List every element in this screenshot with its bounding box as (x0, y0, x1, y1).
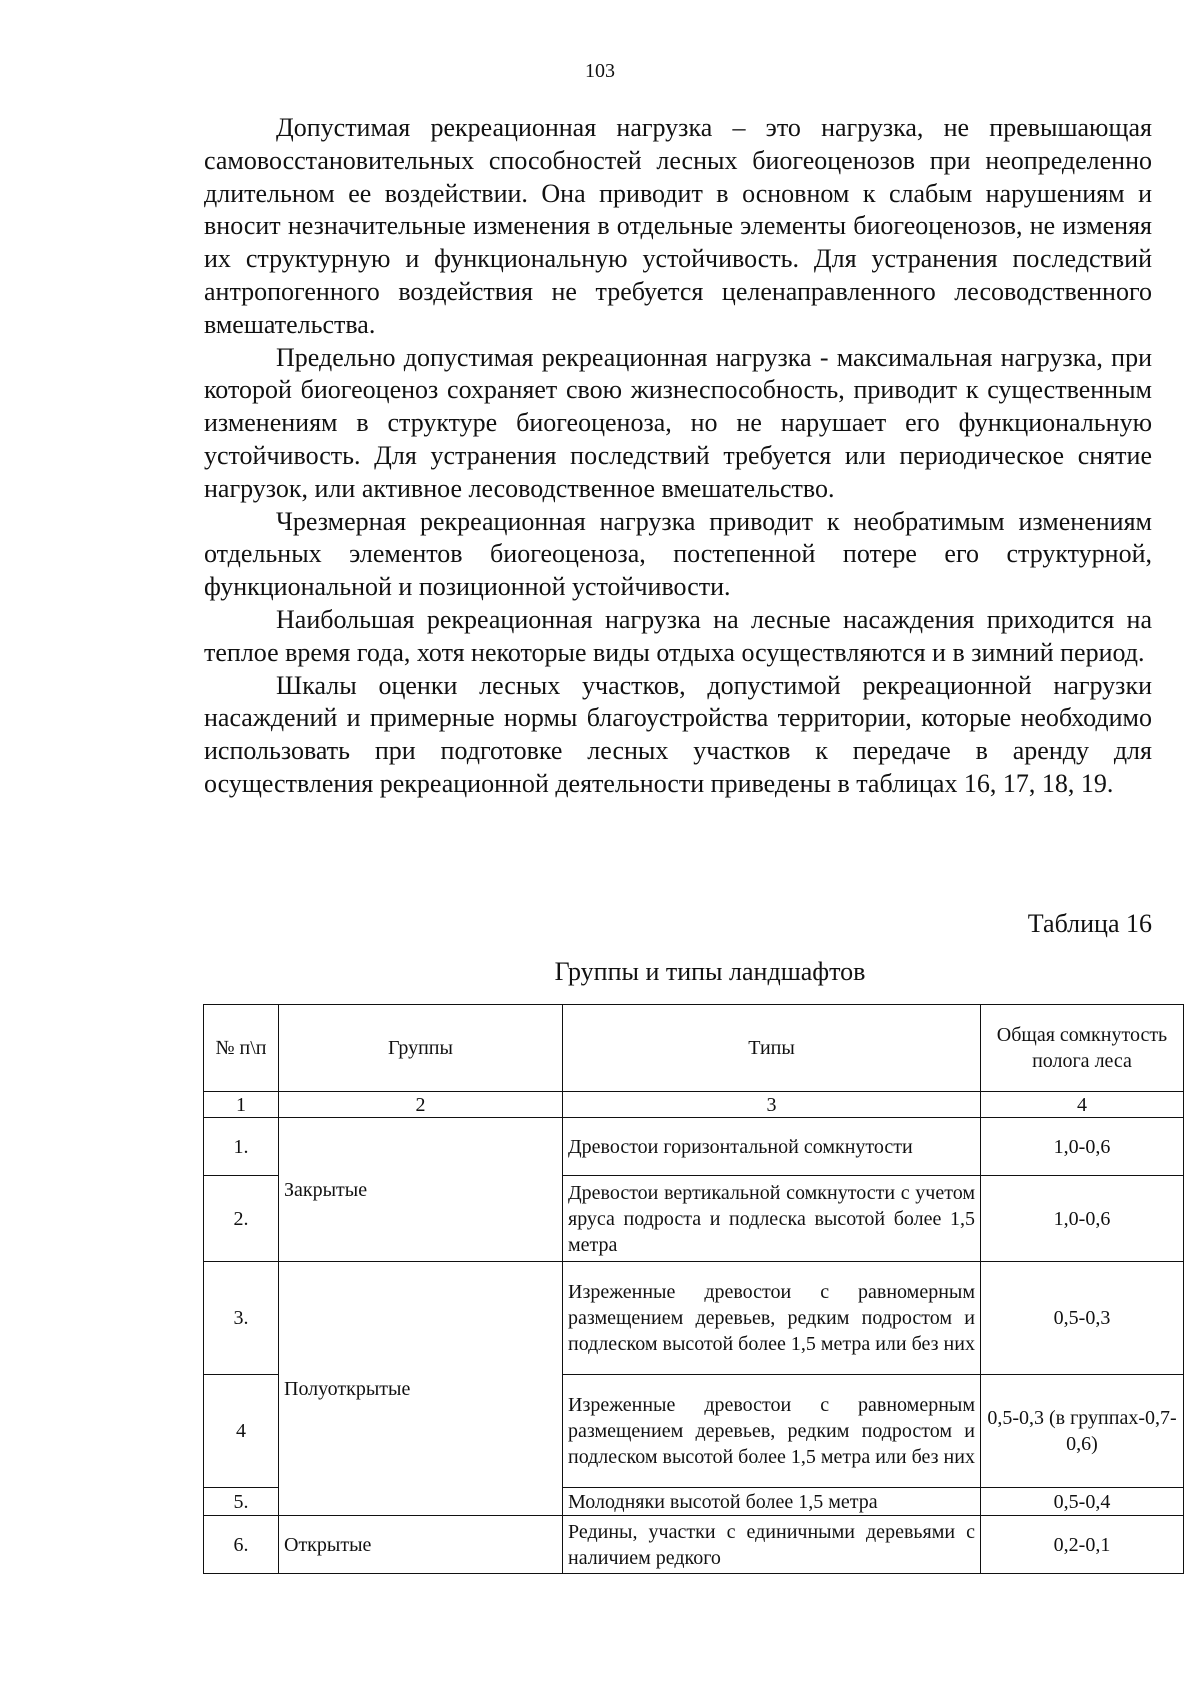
table-caption: Таблица 16 (1027, 909, 1152, 938)
group-closed: Закрытые (279, 1118, 563, 1262)
header-type: Типы (563, 1005, 981, 1092)
row-num: 3. (204, 1262, 279, 1375)
row-cover: 0,2-0,1 (981, 1516, 1184, 1574)
body-text (204, 112, 1152, 801)
header-num: № п\п (204, 1005, 279, 1092)
landscape-table (203, 1004, 1184, 1574)
paragraph-scales-reference: Шкалы оценки лесных участков, допустимой рекреационной нагрузки насаждений и примерные нормы благоустройства территории, которые необходимо использовать при подготовке лесных участков к передаче в аренду для осуществления рекреационной деятельности приведены в таблицах 16, 17, 18, 19. (204, 670, 1152, 798)
group-semi-open: Полуоткрытые (279, 1262, 563, 1516)
row-type: Древостои горизонтальной сомкнутости (563, 1118, 981, 1176)
row-type: Молодняки высотой более 1,5 метра (563, 1488, 981, 1516)
row-cover: 1,0-0,6 (981, 1118, 1184, 1176)
table-title: Группы и типы ландшафтов (554, 957, 866, 986)
page-number: 103 (585, 60, 615, 82)
header-group: Группы (279, 1005, 563, 1092)
row-cover: 1,0-0,6 (981, 1176, 1184, 1262)
header-cover: Общая сомкнутость полога леса (981, 1005, 1184, 1092)
row-type: Редины, участки с единичными деревьями с наличием редкого (563, 1516, 981, 1574)
index-cell: 4 (981, 1092, 1184, 1118)
row-cover: 0,5-0,3 (в группах-0,7-0,6) (981, 1375, 1184, 1488)
table-index-row (204, 1092, 1184, 1118)
row-num: 2. (204, 1176, 279, 1262)
table-row (204, 1516, 1184, 1574)
row-type: Изреженные древостои с равномерным размещением деревьев, редким подростом и подлеском высотой более 1,5 метра или без них (563, 1262, 981, 1375)
row-cover: 0,5-0,3 (981, 1262, 1184, 1375)
index-cell: 3 (563, 1092, 981, 1118)
row-cover: 0,5-0,4 (981, 1488, 1184, 1516)
paragraph-max-permissible-load: Предельно допустимая рекреационная нагрузка - максимальная нагрузка, при которой биогеоценоз сохраняет свою жизнеспособность, приводит к существенным изменениям в структуре биогеоценоза, но не нарушает его функциональную устойчивость. Для устранения последствий требуется или периодическое снятие нагрузок, или активное лесоводственное вмешательство. (204, 342, 1152, 503)
row-num: 1. (204, 1118, 279, 1176)
index-cell: 1 (204, 1092, 279, 1118)
row-type: Древостои вертикальной сомкнутости с учетом яруса подроста и подлеска высотой более 1,5 метра (563, 1176, 981, 1262)
row-type: Изреженные древостои с равномерным размещением деревьев, редким подростом и подлеском высотой более 1,5 метра или без них (563, 1375, 981, 1488)
table-row (204, 1118, 1184, 1176)
table-header-row (204, 1005, 1184, 1092)
paragraph-seasonal-load: Наибольшая рекреационная нагрузка на лесные насаждения приходится на теплое время года, хотя некоторые виды отдыха осуществляются и в зимний период. (204, 604, 1152, 667)
group-open: Открытые (279, 1516, 563, 1574)
row-num: 6. (204, 1516, 279, 1574)
row-num: 5. (204, 1488, 279, 1516)
index-cell: 2 (279, 1092, 563, 1118)
paragraph-excessive-load: Чрезмерная рекреационная нагрузка приводит к необратимым изменениям отдельных элементов биогеоценоза, постепенной потере его структурной, функциональной и позиционной устойчивости. (204, 506, 1152, 602)
row-num: 4 (204, 1375, 279, 1488)
table-row (204, 1262, 1184, 1375)
paragraph-permissible-load: Допустимая рекреационная нагрузка – это нагрузка, не превышающая самовосстановительных способностей лесных биогеоценозов при неопределенно длительном ее воздействии. Она приводит в основном к слабым нарушениям и вносит незначительные изменения в отдельные элементы биогеоценозов, не изменяя их структурную и функциональную устойчивость. Для устранения последствий антропогенного воздействия не требуется целенаправленного лесоводственного вмешательства. (204, 113, 1152, 339)
